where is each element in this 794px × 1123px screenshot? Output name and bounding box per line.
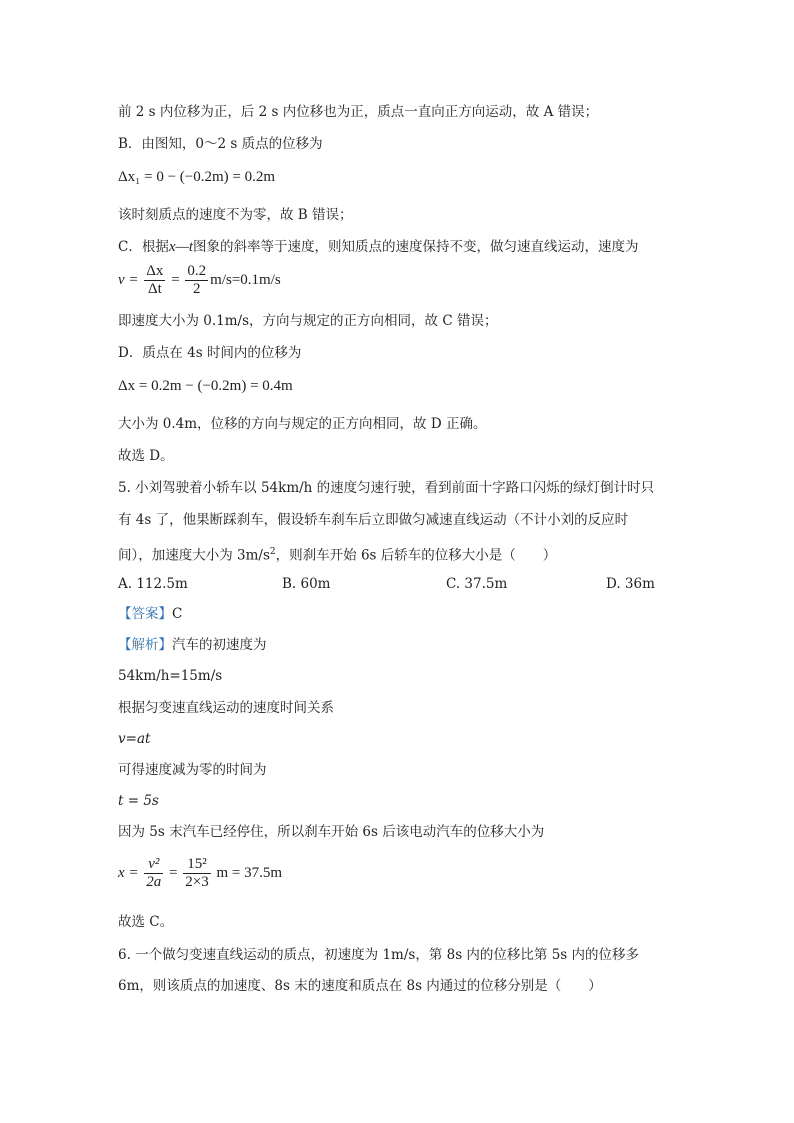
- formula-part: =: [169, 864, 178, 881]
- denominator: 2×3: [185, 874, 209, 890]
- option-d: D. 36m: [606, 576, 655, 592]
- text-line: 前 2 s 内位移为正，后 2 s 内位移也为正，质点一直向正方向运动，故 A 错误；: [118, 104, 599, 120]
- answer-tag: 【答案】: [118, 606, 172, 622]
- text-line: 故选 D。: [118, 448, 174, 464]
- text-line: 即速度大小为 0.1m/s，方向与规定的正方向相同，故 C 错误；: [118, 313, 498, 329]
- denominator: 2a: [146, 874, 162, 890]
- fraction: [185, 263, 208, 298]
- formula-displacement-b: Δx₁ = 0 − (−0.2m) = 0.2m: [118, 169, 276, 185]
- text-line: 54km/h=15m/s: [118, 668, 223, 684]
- question-5-line: 有 4s 了，他果断踩刹车，假设轿车刹车后立即做匀减速直线运动（不计小刘的反应时: [118, 512, 629, 528]
- analysis-tag: 【解析】: [118, 637, 172, 653]
- denominator: Δt: [144, 280, 165, 298]
- fraction: [144, 263, 165, 298]
- superscript: 2: [269, 547, 276, 557]
- text-segment: 间），加速度大小为 3m/s: [118, 547, 270, 564]
- numerator: 0.2: [187, 263, 207, 279]
- text-line: B．由图知，0～2 s 质点的位移为: [118, 136, 323, 152]
- question-5-line: [118, 543, 556, 565]
- option-b: B. 60m: [282, 576, 331, 592]
- denominator: 2: [185, 280, 208, 298]
- fraction: [183, 856, 210, 891]
- text-line: D．质点在 4s 时间内的位移为: [118, 345, 302, 361]
- formula-braking-distance: [118, 856, 282, 891]
- formula-line: v=at: [118, 731, 151, 747]
- numerator: 15²: [187, 856, 207, 872]
- text-line: 根据匀变速直线运动的速度时间关系: [118, 700, 334, 716]
- formula-part: v =: [118, 271, 139, 288]
- formula-line: t = 5s: [118, 793, 159, 809]
- fraction: [144, 856, 163, 891]
- text-line: 因为 5s 末汽车已经停住，所以刹车开始 6s 后该电动汽车的位移大小为: [118, 824, 545, 840]
- numerator: v²: [148, 856, 160, 872]
- text-line: 大小为 0.4m，位移的方向与规定的正方向相同，故 D 正确。: [118, 416, 487, 432]
- formula-part: x =: [118, 864, 139, 881]
- text-line: [118, 238, 639, 256]
- text-line: 故选 C。: [118, 914, 174, 930]
- formula-displacement-d: Δx = 0.2m − (−0.2m) = 0.4m: [118, 378, 293, 394]
- question-6-line: 6. 一个做匀变速直线运动的质点，初速度为 1m/s，第 8s 内的位移比第 5s 内的位移多: [118, 947, 640, 963]
- option-c: C. 37.5m: [446, 576, 508, 592]
- analysis-line: [118, 636, 267, 654]
- question-6-line: 6m，则该质点的加速度、8s 末的速度和质点在 8s 内通过的位移分别是（ ）: [118, 978, 602, 994]
- text-segment: C．根据: [118, 239, 169, 255]
- answer-value: C: [172, 606, 183, 622]
- option-a: A. 112.5m: [118, 576, 188, 592]
- formula-velocity: [118, 263, 281, 298]
- numerator: Δx: [146, 263, 164, 279]
- text-segment: 图象的斜率等于速度，则知质点的速度保持不变，做匀速直线运动，速度为: [193, 239, 639, 255]
- answer-line: [118, 605, 182, 623]
- text-line: 该时刻质点的速度不为零，故 B 错误；: [118, 207, 353, 223]
- question-5-line: 5. 小刘驾驶着小轿车以 54km/h 的速度匀速行驶，看到前面十字路口闪烁的绿灯倒计时只: [118, 480, 655, 496]
- formula-part: =: [171, 271, 180, 288]
- xt-label: x—t: [168, 239, 194, 255]
- text-segment: ，则刹车开始 6s 后轿车的位移大小是（ ）: [275, 547, 557, 564]
- analysis-text: 汽车的初速度为: [172, 637, 267, 653]
- formula-part: m = 37.5m: [216, 864, 283, 881]
- formula-part: m/s=0.1m/s: [210, 271, 281, 288]
- text-line: 可得速度减为零的时间为: [118, 762, 267, 778]
